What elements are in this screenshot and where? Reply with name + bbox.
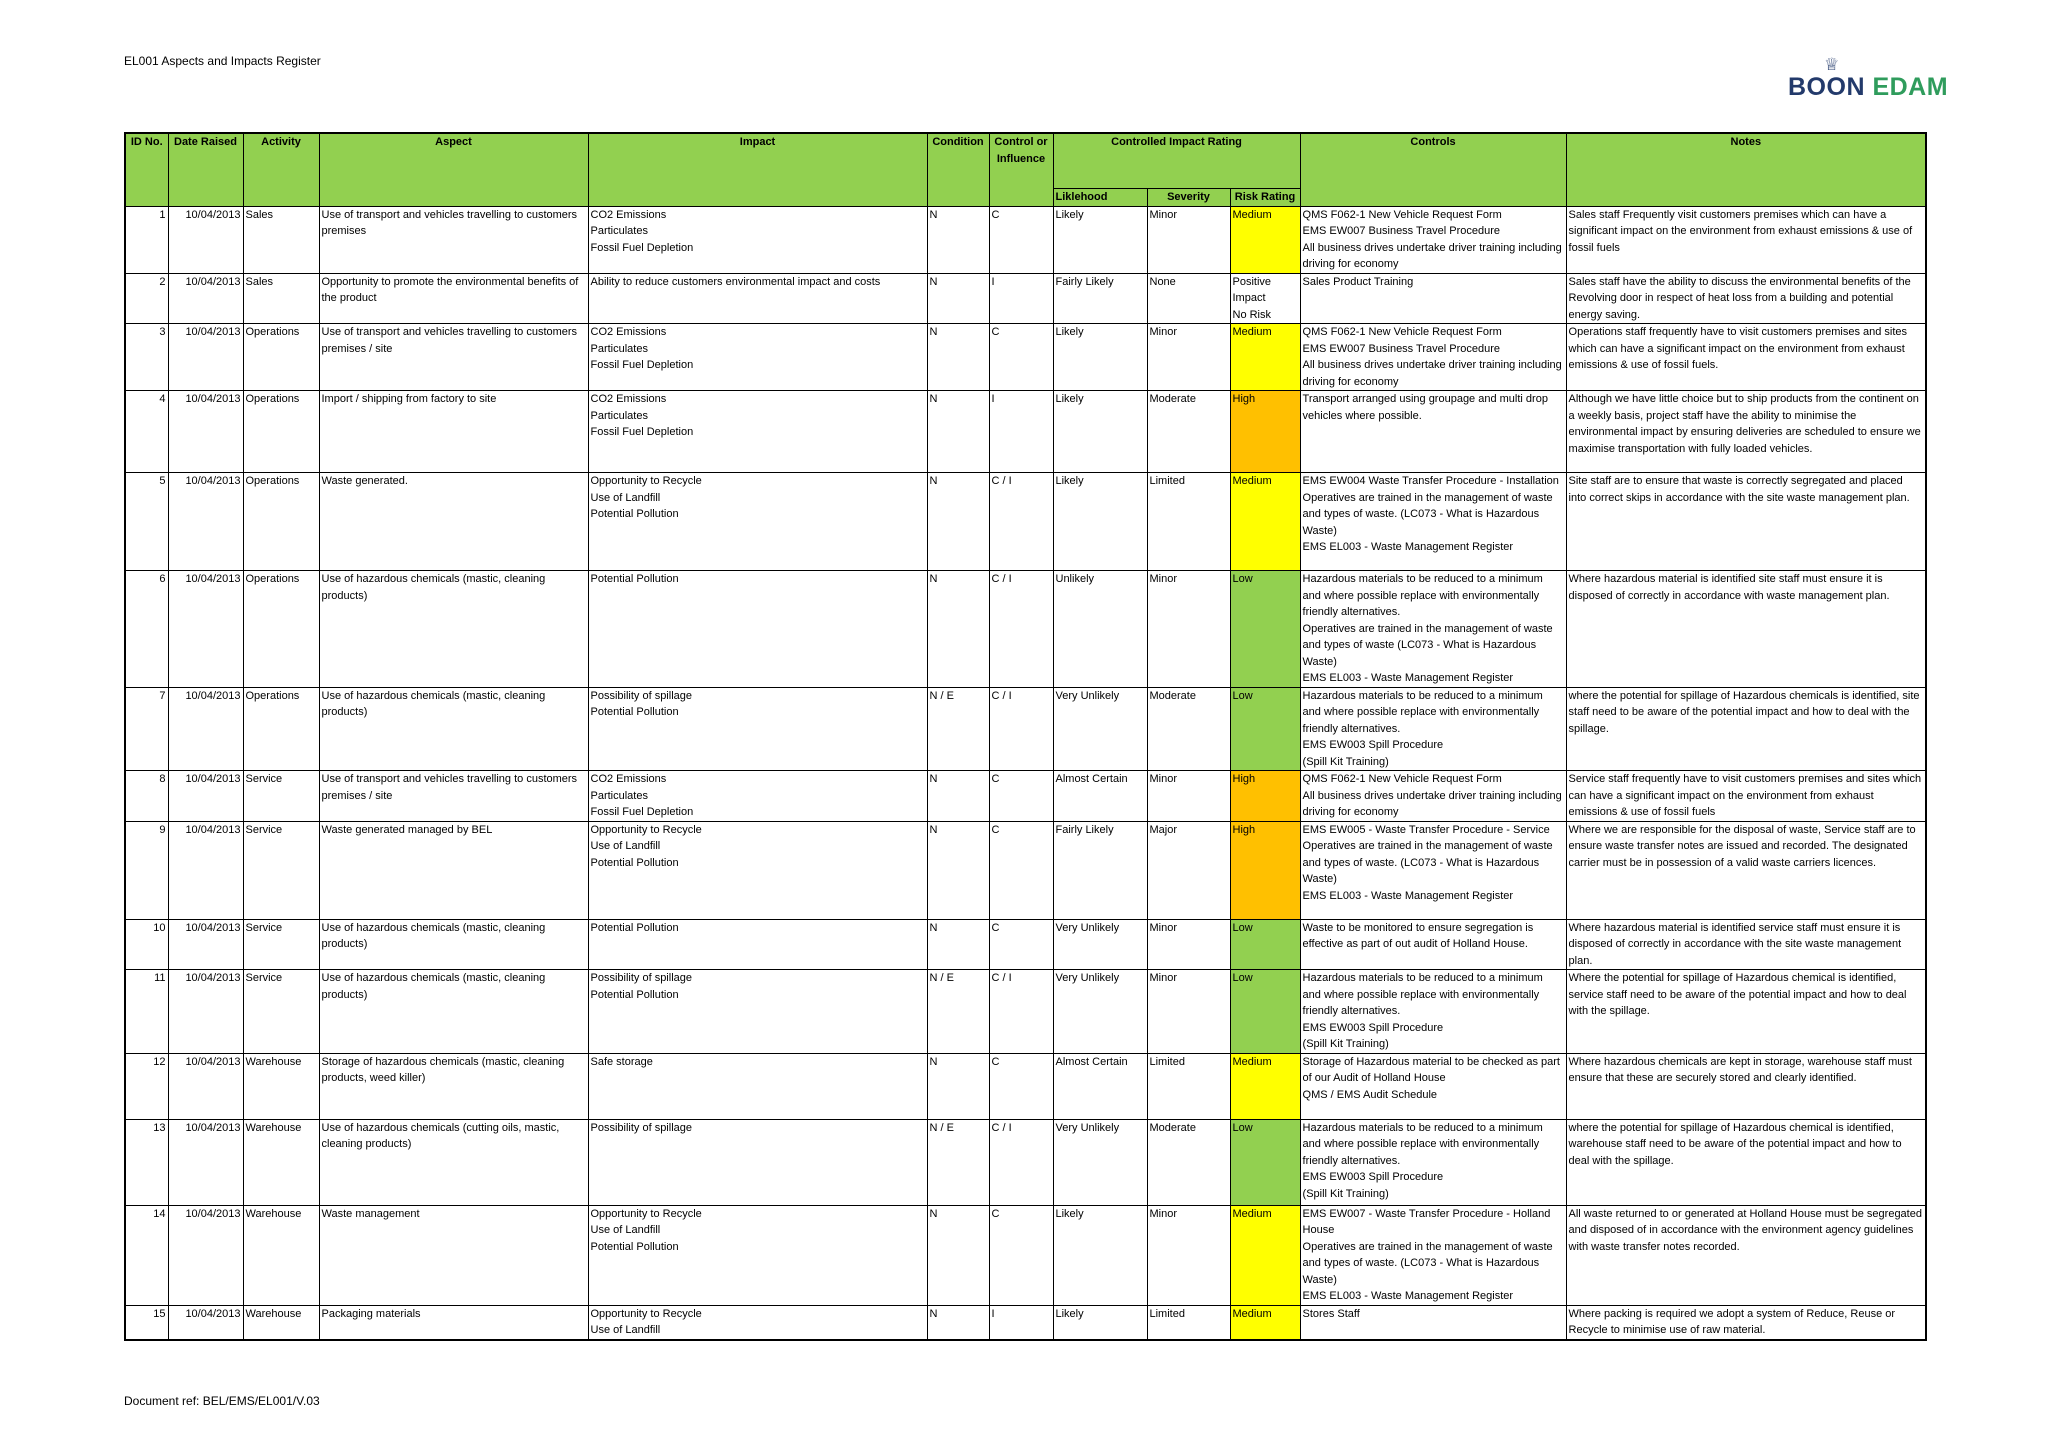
cell-controls: Sales Product Training — [1300, 273, 1566, 324]
cell-controls: EMS EW007 - Waste Transfer Procedure - Holland House Operatives are trained in the management of waste and types of waste. (LC073 - What is Hazardous Waste) EMS EL003 - Waste Management Register — [1300, 1205, 1566, 1305]
table-row — [125, 1205, 1926, 1305]
cell-likelihood: Likely — [1053, 324, 1147, 391]
table-row — [125, 771, 1926, 822]
cell-id: 14 — [125, 1205, 168, 1305]
logo-text-boon: BOON — [1788, 73, 1865, 101]
cell-condition: N / E — [927, 1119, 989, 1205]
cell-risk-rating: Medium — [1230, 473, 1300, 571]
cell-severity: Limited — [1147, 1305, 1230, 1340]
cell-severity: Limited — [1147, 1053, 1230, 1119]
cell-condition: N — [927, 473, 989, 571]
cell-aspect: Import / shipping from factory to site — [319, 391, 588, 473]
cell-condition: N — [927, 1205, 989, 1305]
col-header-controlled-impact: Controlled Impact Rating — [1053, 133, 1300, 189]
cell-control: C — [989, 919, 1053, 970]
table-row — [125, 821, 1926, 919]
cell-date: 10/04/2013 — [168, 771, 243, 822]
cell-activity: Service — [243, 970, 319, 1054]
cell-control: C / I — [989, 1119, 1053, 1205]
col-header-activity: Activity — [243, 133, 319, 206]
cell-risk-rating: Low — [1230, 970, 1300, 1054]
cell-risk-rating: Medium — [1230, 1305, 1300, 1340]
cell-severity: Minor — [1147, 919, 1230, 970]
cell-condition: N — [927, 273, 989, 324]
cell-date: 10/04/2013 — [168, 821, 243, 919]
cell-impact: CO2 Emissions Particulates Fossil Fuel Depletion — [588, 324, 927, 391]
cell-severity: Moderate — [1147, 391, 1230, 473]
cell-notes: Where the potential for spillage of Hazardous chemical is identified, service staff need to be aware of the potential impact and how to deal with the spillage. — [1566, 970, 1926, 1054]
cell-impact: Possibility of spillage Potential Pollution — [588, 687, 927, 771]
cell-aspect: Packaging materials — [319, 1305, 588, 1340]
cell-impact: Safe storage — [588, 1053, 927, 1119]
logo-text-edam: EDAM — [1872, 73, 1949, 101]
aspects-impacts-table — [124, 132, 1927, 1341]
cell-id: 13 — [125, 1119, 168, 1205]
cell-risk-rating: High — [1230, 771, 1300, 822]
cell-control: C / I — [989, 687, 1053, 771]
register-body — [125, 206, 1926, 1340]
cell-notes: Where hazardous chemicals are kept in storage, warehouse staff must ensure that these are securely stored and clearly identified. — [1566, 1053, 1926, 1119]
cell-control: I — [989, 1305, 1053, 1340]
cell-activity: Service — [243, 919, 319, 970]
cell-date: 10/04/2013 — [168, 571, 243, 688]
col-header-aspect: Aspect — [319, 133, 588, 206]
cell-risk-rating: Medium — [1230, 1053, 1300, 1119]
table-row — [125, 206, 1926, 273]
cell-id: 12 — [125, 1053, 168, 1119]
cell-condition: N — [927, 919, 989, 970]
document-title: EL001 Aspects and Impacts Register — [124, 54, 321, 68]
cell-risk-rating: Low — [1230, 571, 1300, 688]
cell-notes: Although we have little choice but to ship products from the continent on a weekly basis, project staff have the ability to minimise the environmental impact by ensuring deliveries are scheduled to ensure we maximise transportation with fully loaded vehicles. — [1566, 391, 1926, 473]
cell-notes: where the potential for spillage of Hazardous chemical is identified, warehouse staff need to be aware of the potential impact and how to deal with the spillage. — [1566, 1119, 1926, 1205]
cell-activity: Warehouse — [243, 1305, 319, 1340]
cell-severity: Minor — [1147, 571, 1230, 688]
cell-date: 10/04/2013 — [168, 206, 243, 273]
cell-likelihood: Likely — [1053, 473, 1147, 571]
table-row — [125, 273, 1926, 324]
cell-aspect: Use of hazardous chemicals (mastic, cleaning products) — [319, 919, 588, 970]
col-header-risk-rating: Risk Rating — [1230, 189, 1300, 207]
cell-severity: Minor — [1147, 970, 1230, 1054]
cell-activity: Service — [243, 771, 319, 822]
cell-date: 10/04/2013 — [168, 1053, 243, 1119]
cell-date: 10/04/2013 — [168, 273, 243, 324]
cell-aspect: Use of transport and vehicles travelling to customers premises / site — [319, 771, 588, 822]
cell-likelihood: Fairly Likely — [1053, 821, 1147, 919]
cell-date: 10/04/2013 — [168, 324, 243, 391]
cell-condition: N — [927, 391, 989, 473]
cell-controls: QMS F062-1 New Vehicle Request Form All business drives undertake driver training including driving for economy — [1300, 771, 1566, 822]
cell-severity: Moderate — [1147, 1119, 1230, 1205]
cell-impact: Possibility of spillage — [588, 1119, 927, 1205]
cell-date: 10/04/2013 — [168, 391, 243, 473]
cell-control: C — [989, 206, 1053, 273]
cell-activity: Operations — [243, 391, 319, 473]
cell-condition: N — [927, 571, 989, 688]
cell-aspect: Storage of hazardous chemicals (mastic, cleaning products, weed killer) — [319, 1053, 588, 1119]
cell-date: 10/04/2013 — [168, 1205, 243, 1305]
company-logo — [1788, 55, 1949, 102]
cell-controls: Storage of Hazardous material to be checked as part of our Audit of Holland House QMS / EMS Audit Schedule — [1300, 1053, 1566, 1119]
cell-risk-rating: Low — [1230, 919, 1300, 970]
cell-activity: Warehouse — [243, 1053, 319, 1119]
cell-activity: Warehouse — [243, 1119, 319, 1205]
cell-condition: N — [927, 324, 989, 391]
table-row — [125, 324, 1926, 391]
cell-risk-rating: Low — [1230, 1119, 1300, 1205]
table-row — [125, 571, 1926, 688]
document-reference: Document ref: BEL/EMS/EL001/V.03 — [124, 1394, 320, 1408]
cell-control: C — [989, 324, 1053, 391]
cell-condition: N — [927, 206, 989, 273]
cell-id: 15 — [125, 1305, 168, 1340]
cell-controls: Stores Staff — [1300, 1305, 1566, 1340]
cell-notes: Where hazardous material is identified site staff must ensure it is disposed of correctly in accordance with waste management plan. — [1566, 571, 1926, 688]
cell-controls: Hazardous materials to be reduced to a minimum and where possible replace with environmentally friendly alternatives. EMS EW003 Spill Procedure (Spill Kit Training) — [1300, 1119, 1566, 1205]
cell-likelihood: Likely — [1053, 206, 1147, 273]
cell-id: 3 — [125, 324, 168, 391]
cell-condition: N — [927, 771, 989, 822]
cell-likelihood: Likely — [1053, 1305, 1147, 1340]
cell-id: 7 — [125, 687, 168, 771]
cell-severity: None — [1147, 273, 1230, 324]
cell-id: 4 — [125, 391, 168, 473]
cell-controls: Waste to be monitored to ensure segregation is effective as part of out audit of Holland House. — [1300, 919, 1566, 970]
col-header-control: Control or Influence — [989, 133, 1053, 206]
cell-notes: All waste returned to or generated at Holland House must be segregated and disposed of in accordance with the environment agency guidelines with waste transfer notes recorded. — [1566, 1205, 1926, 1305]
cell-aspect: Use of hazardous chemicals (mastic, cleaning products) — [319, 970, 588, 1054]
cell-impact: Possibility of spillage Potential Pollution — [588, 970, 927, 1054]
table-row — [125, 1119, 1926, 1205]
cell-control: C / I — [989, 473, 1053, 571]
cell-impact: CO2 Emissions Particulates Fossil Fuel Depletion — [588, 391, 927, 473]
cell-impact: Ability to reduce customers environmental impact and costs — [588, 273, 927, 324]
cell-id: 11 — [125, 970, 168, 1054]
cell-activity: Sales — [243, 206, 319, 273]
cell-aspect: Use of transport and vehicles travelling to customers premises / site — [319, 324, 588, 391]
cell-aspect: Use of transport and vehicles travelling to customers premises — [319, 206, 588, 273]
cell-condition: N / E — [927, 970, 989, 1054]
cell-severity: Minor — [1147, 1205, 1230, 1305]
cell-risk-rating: High — [1230, 821, 1300, 919]
cell-likelihood: Unlikely — [1053, 571, 1147, 688]
table-row — [125, 687, 1926, 771]
cell-likelihood: Almost Certain — [1053, 771, 1147, 822]
cell-severity: Major — [1147, 821, 1230, 919]
cell-controls: Hazardous materials to be reduced to a minimum and where possible replace with environmentally friendly alternatives. EMS EW003 Spill Procedure (Spill Kit Training) — [1300, 687, 1566, 771]
cell-aspect: Waste generated. — [319, 473, 588, 571]
cell-date: 10/04/2013 — [168, 687, 243, 771]
cell-impact: CO2 Emissions Particulates Fossil Fuel Depletion — [588, 206, 927, 273]
col-header-severity: Severity — [1147, 189, 1230, 207]
cell-aspect: Use of hazardous chemicals (mastic, cleaning products) — [319, 687, 588, 771]
col-header-id: ID No. — [125, 133, 168, 206]
cell-notes: Where we are responsible for the disposal of waste, Service staff are to ensure waste transfer notes are issued and recorded. The designated carrier must be in possession of a valid waste carriers licences. — [1566, 821, 1926, 919]
cell-notes: Where hazardous material is identified service staff must ensure it is disposed of correctly in accordance with the site waste management plan. — [1566, 919, 1926, 970]
cell-activity: Operations — [243, 687, 319, 771]
col-header-controls: Controls — [1300, 133, 1566, 206]
cell-risk-rating: Positive Impact No Risk — [1230, 273, 1300, 324]
cell-condition: N — [927, 1305, 989, 1340]
cell-date: 10/04/2013 — [168, 473, 243, 571]
cell-likelihood: Likely — [1053, 1205, 1147, 1305]
cell-likelihood: Very Unlikely — [1053, 919, 1147, 970]
cell-likelihood: Likely — [1053, 391, 1147, 473]
cell-risk-rating: Low — [1230, 687, 1300, 771]
cell-notes: Where packing is required we adopt a system of Reduce, Reuse or Recycle to minimise use of raw material. — [1566, 1305, 1926, 1340]
crown-icon: ♕ — [1824, 55, 1840, 74]
cell-id: 8 — [125, 771, 168, 822]
table-row — [125, 919, 1926, 970]
cell-aspect: Waste management — [319, 1205, 588, 1305]
cell-date: 10/04/2013 — [168, 970, 243, 1054]
cell-controls: QMS F062-1 New Vehicle Request Form EMS EW007 Business Travel Procedure All business drives undertake driver training including driving for economy — [1300, 324, 1566, 391]
col-header-condition: Condition — [927, 133, 989, 206]
cell-risk-rating: Medium — [1230, 1205, 1300, 1305]
cell-likelihood: Very Unlikely — [1053, 687, 1147, 771]
cell-id: 5 — [125, 473, 168, 571]
table-row — [125, 473, 1926, 571]
cell-date: 10/04/2013 — [168, 1119, 243, 1205]
cell-control: C — [989, 1053, 1053, 1119]
cell-control: C — [989, 1205, 1053, 1305]
cell-risk-rating: Medium — [1230, 324, 1300, 391]
cell-notes: Service staff frequently have to visit customers premises and sites which can have a significant impact on the environment from exhaust emissions & use of fossil fuels — [1566, 771, 1926, 822]
cell-controls: Hazardous materials to be reduced to a minimum and where possible replace with environmentally friendly alternatives. EMS EW003 Spill Procedure (Spill Kit Training) — [1300, 970, 1566, 1054]
cell-aspect: Use of hazardous chemicals (mastic, cleaning products) — [319, 571, 588, 688]
col-header-date: Date Raised — [168, 133, 243, 206]
cell-impact: Opportunity to Recycle Use of Landfill Potential Pollution — [588, 821, 927, 919]
cell-impact: Potential Pollution — [588, 919, 927, 970]
cell-condition: N — [927, 1053, 989, 1119]
cell-activity: Service — [243, 821, 319, 919]
table-row — [125, 1053, 1926, 1119]
cell-activity: Operations — [243, 473, 319, 571]
cell-notes: Site staff are to ensure that waste is correctly segregated and placed into correct skips in accordance with the site waste management plan. — [1566, 473, 1926, 571]
cell-notes: Sales staff have the ability to discuss the environmental benefits of the Revolving door in respect of heat loss from a building and potential energy saving. — [1566, 273, 1926, 324]
cell-impact: CO2 Emissions Particulates Fossil Fuel Depletion — [588, 771, 927, 822]
cell-notes: Operations staff frequently have to visit customers premises and sites which can have a significant impact on the environment from exhaust emissions & use of fossil fuels. — [1566, 324, 1926, 391]
cell-likelihood: Very Unlikely — [1053, 1119, 1147, 1205]
cell-aspect: Opportunity to promote the environmental benefits of the product — [319, 273, 588, 324]
col-header-likelihood: Liklehood — [1053, 189, 1147, 207]
col-header-impact: Impact — [588, 133, 927, 206]
cell-id: 9 — [125, 821, 168, 919]
cell-aspect: Use of hazardous chemicals (cutting oils, mastic, cleaning products) — [319, 1119, 588, 1205]
cell-id: 6 — [125, 571, 168, 688]
table-row — [125, 391, 1926, 473]
cell-date: 10/04/2013 — [168, 1305, 243, 1340]
cell-condition: N — [927, 821, 989, 919]
cell-activity: Operations — [243, 571, 319, 688]
table-row — [125, 970, 1926, 1054]
cell-risk-rating: Medium — [1230, 206, 1300, 273]
cell-severity: Minor — [1147, 206, 1230, 273]
cell-control: C — [989, 771, 1053, 822]
cell-notes: Sales staff Frequently visit customers premises which can have a significant impact on the environment from exhaust emissions & use of fossil fuels — [1566, 206, 1926, 273]
cell-controls: EMS EW004 Waste Transfer Procedure - Installation Operatives are trained in the management of waste and types of waste. (LC073 - What is Hazardous Waste) EMS EL003 - Waste Management Register — [1300, 473, 1566, 571]
cell-controls: EMS EW005 - Waste Transfer Procedure - Service Operatives are trained in the management of waste and types of waste. (LC073 - What is Hazardous Waste) EMS EL003 - Waste Management Register — [1300, 821, 1566, 919]
cell-severity: Limited — [1147, 473, 1230, 571]
cell-likelihood: Fairly Likely — [1053, 273, 1147, 324]
cell-risk-rating: High — [1230, 391, 1300, 473]
cell-impact: Opportunity to Recycle Use of Landfill — [588, 1305, 927, 1340]
cell-activity: Sales — [243, 273, 319, 324]
cell-likelihood: Very Unlikely — [1053, 970, 1147, 1054]
cell-impact: Opportunity to Recycle Use of Landfill Potential Pollution — [588, 1205, 927, 1305]
cell-controls: Transport arranged using groupage and multi drop vehicles where possible. — [1300, 391, 1566, 473]
cell-severity: Minor — [1147, 324, 1230, 391]
cell-id: 2 — [125, 273, 168, 324]
cell-control: C — [989, 821, 1053, 919]
cell-aspect: Waste generated managed by BEL — [319, 821, 588, 919]
table-row — [125, 1305, 1926, 1340]
cell-date: 10/04/2013 — [168, 919, 243, 970]
cell-severity: Moderate — [1147, 687, 1230, 771]
cell-likelihood: Almost Certain — [1053, 1053, 1147, 1119]
cell-id: 10 — [125, 919, 168, 970]
cell-impact: Potential Pollution — [588, 571, 927, 688]
cell-id: 1 — [125, 206, 168, 273]
cell-control: C / I — [989, 970, 1053, 1054]
cell-notes: where the potential for spillage of Hazardous chemicals is identified, site staff need to be aware of the potential impact and how to deal with the spillage. — [1566, 687, 1926, 771]
cell-activity: Warehouse — [243, 1205, 319, 1305]
cell-control: I — [989, 391, 1053, 473]
cell-severity: Minor — [1147, 771, 1230, 822]
cell-controls: Hazardous materials to be reduced to a minimum and where possible replace with environmentally friendly alternatives. Operatives are trained in the management of waste and types of waste (LC073 - What is Hazardous Waste) EMS EL003 - Waste Management Register — [1300, 571, 1566, 688]
cell-impact: Opportunity to Recycle Use of Landfill Potential Pollution — [588, 473, 927, 571]
cell-condition: N / E — [927, 687, 989, 771]
cell-activity: Operations — [243, 324, 319, 391]
cell-control: C / I — [989, 571, 1053, 688]
col-header-notes: Notes — [1566, 133, 1926, 206]
cell-controls: QMS F062-1 New Vehicle Request Form EMS EW007 Business Travel Procedure All business drives undertake driver training including driving for economy — [1300, 206, 1566, 273]
cell-control: I — [989, 273, 1053, 324]
